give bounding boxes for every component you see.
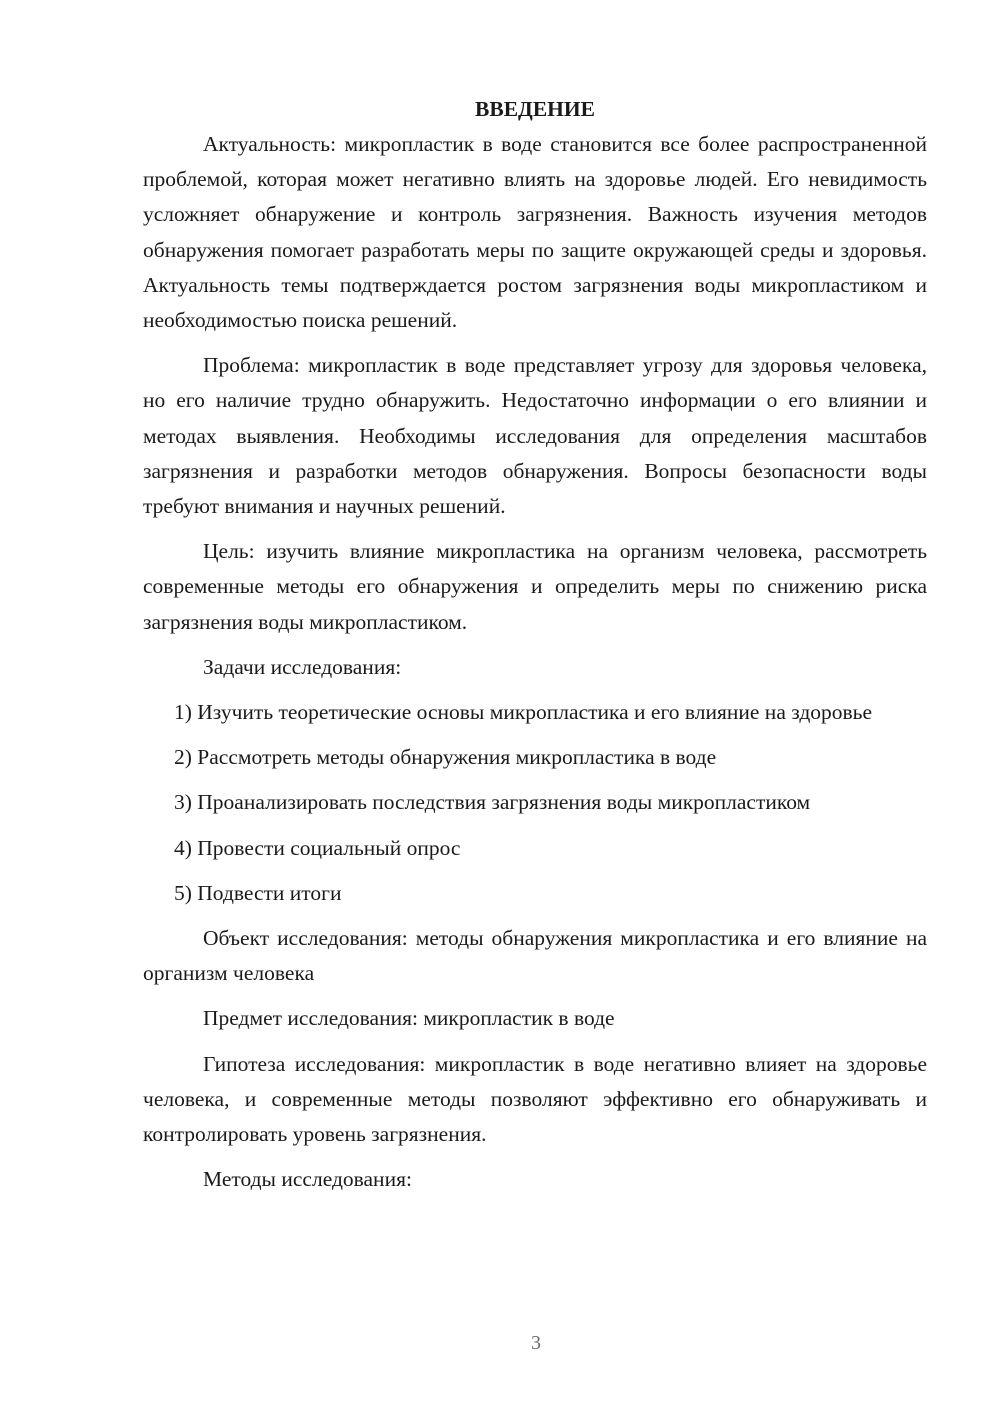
relevance-paragraph: Актуальность: микропластик в воде становится все более распространенной проблемой, которая может негативно влиять на здоровье людей. Его невидимость усложняет обнаружение и контроль загрязнения. Важность изучения методов обнаружения помогает разработать меры по защите окружающей среды и здоровья. Актуальность темы подтверждается ростом загрязнения воды микропластиком и необходимостью поиска решений.	[143, 132, 927, 333]
list-item: 2) Рассмотреть методы обнаружения микропластика в воде	[174, 745, 717, 770]
page-number: 3	[531, 1332, 541, 1354]
document-page	[143, 92, 927, 1207]
goal-paragraph: Цель: изучить влияние микропластика на организм человека, рассмотреть современные методы его обнаружения и определить меры по снижению риска загрязнения воды микропластиком.	[143, 539, 927, 634]
problem-paragraph: Проблема: микропластик в воде представляет угрозу для здоровья человека, но его наличие трудно обнаружить. Недостаточно информации о его влиянии и методах выявления. Необходимы исследования для определения масштабов загрязнения и разработки методов обнаружения. Вопросы безопасности воды требуют внимания и научных решений.	[143, 353, 927, 519]
document-title: ВВЕДЕНИЕ	[475, 97, 595, 121]
list-item: 3) Проанализировать последствия загрязнения воды микропластиком	[174, 790, 811, 815]
list-item: 4) Провести социальный опрос	[174, 835, 461, 860]
tasks-list	[143, 695, 927, 911]
list-item: 1) Изучить теоретические основы микропластика и его влияние на здоровье	[174, 700, 873, 725]
methods-heading: Методы исследования:	[203, 1167, 412, 1192]
list-item: 5) Подвести итоги	[174, 880, 342, 905]
hypothesis-paragraph: Гипотеза исследования: микропластик в воде негативно влияет на здоровье человека, и современные методы позволяют эффективно его обнаруживать и контролировать уровень загрязнения.	[143, 1051, 927, 1147]
tasks-heading: Задачи исследования:	[203, 654, 402, 679]
subject-paragraph: Предмет исследования: микропластик в воде	[203, 1006, 615, 1031]
object-paragraph: Объект исследования: методы обнаружения микропластика и его влияние на организм человека	[143, 926, 927, 986]
